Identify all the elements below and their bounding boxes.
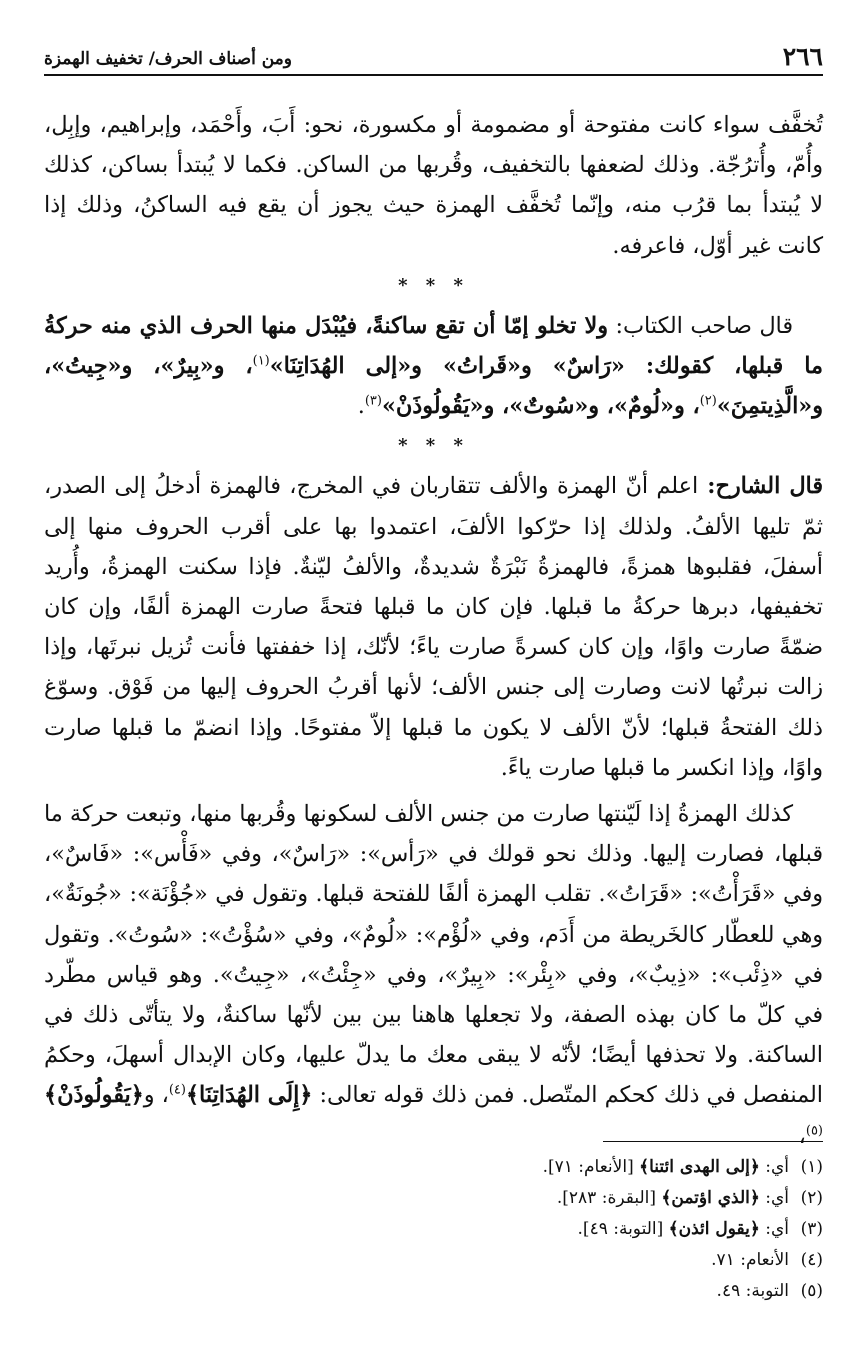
commentary-text: اعلم أنّ الهمزة والألف تتقاربان في المخرج، فالهمزة أدخلُ إلى الصدر، ثمّ تليها الألفُ. ولذلك إذا حرّكوا الألفَ، اعتمدوا بها على أقرب الحروف منها إلى أسفلَ، فقلبوها همزةً، فالهمزةُ نَبْرَةٌ شديدةٌ، والألفُ ليّنةٌ. فإذا سكنت الهمزةُ، وأُريد تخفيفها، دبرها حركةُ ما قبلها. فإن كان ما قبلها فتحةً صارت الهمزة ألفًا، وإن كان ضمّةً صارت واوًا، وإن كان كسرةً صارت ياءً؛ لأنّك، إذا خففتها فأنت تُزيل نبرتَها، وإذا زالت نبرتُها لانت وصارت إلى جنس الألف؛ لأنها أقربُ الحروف إليها من فَوْق. وسوّغ ذلك الفتحةُ قبلها؛ لأنّ الألف لا يكون ما قبلها إلاّ مفتوحًا. وإذا انضمّ ما قبلها صارت واوًا، وإذا انكسر ما قبلها صارت ياءً. [44, 473, 823, 781]
paragraph-1: تُخفَّف سواء كانت مفتوحة أو مضمومة أو مكسورة، نحو: أَبَ، وأَحْمَد، وإبراهيم، وإبِل، وأُمّ، وأُترُجّة. وذلك لضعفها بالتخفيف، وقُربها من الساكن. فكما لا يُبتدأ بساكن، كذلك لا يُبتدأ بما قرُب منه، وإنّما تُخفَّف الهمزة حيث يجوز أن يقع فيه الساكنُ، وذلك إذا كانت غير أوّل، فاعرفه. [44, 112, 824, 259]
footnote-3 [44, 1214, 823, 1245]
footnote-ref-5[interactable]: (٥) [805, 1123, 823, 1139]
commentator-lead: قال الشارح: [698, 473, 823, 500]
paragraph-4-end: ، [798, 1122, 806, 1149]
footnote-ref-3[interactable]: (٣) [364, 393, 382, 409]
footnote-text: الأنعام: ٧١. [711, 1250, 789, 1270]
footnote-source: [التوبة: ٤٩]. [577, 1219, 669, 1239]
author-text-end: . [357, 393, 365, 420]
quran-quote-2: ﴿يَقُولُوذَنْ﴾ [44, 1082, 144, 1109]
footnote-number: (٥) [800, 1281, 823, 1301]
header-title: ومن أصناف الحرف/ تخفيف الهمزة [44, 49, 292, 69]
paragraph-4 [44, 794, 823, 1156]
footnote-source: [البقرة: ٢٨٣]. [556, 1188, 662, 1208]
footnote-ref-2[interactable]: (٢) [699, 393, 717, 409]
section-separator-2: * * * [398, 435, 469, 457]
footnote-ref-4[interactable]: (٤) [168, 1083, 186, 1099]
author-text-3: ، و«لُومٌ»، و«سُوتٌ»، و«يَقُولُوذَنْ» [381, 393, 700, 420]
footnote-number: (٣) [800, 1219, 823, 1239]
footnotes [44, 1141, 823, 1307]
running-head [44, 38, 823, 76]
footnote-quote: ﴿يقول ائذن﴾ [668, 1219, 760, 1239]
footnote-quote: ﴿إلى الهدى ائتنا﴾ [639, 1157, 760, 1177]
paragraph-4-text: كذلك الهمزةُ إذا لَيّنتها صارت من جنس الألف لسكونها وقُربها منها، وتبعت حركة ما قبلها، فصارت إليها. وذلك نحو قولك في «رَأس»: «رَاسٌ»، وفي «فَأْس»: «فَاسٌ»، وفي «قَرَأْتُ»: «قَرَاتُ». تقلب الهمزة ألفًا للفتحة قبلها. وتقول في «جُؤْنَة»: «جُونَةٌ»، وهي للعطّار كالخَريطة من أَدَم، وفي «لُؤْم»: «لُومٌ»، وفي «سُؤْتُ»: «سُوتُ». وتقول في «ذِئْب»: «ذِيبٌ»، وفي «بِئْر»: «بِيرٌ»، وفي «جِئْتُ»، «جِيتُ». وهو قياس مطّرد في كلّ ما كان بهذه الصفة، ولا تجعلها هاهنا بين بين لأنّها ساكنةٌ، ولا يتأتّى ذلك في الساكنة. ولا تحذفها أيضًا؛ لأنّه لا يبقى معك ما يدلّ عليها، وكان الإبدال أسهلَ، وحكمُ المنفصل في ذلك كحكم المتّصل. فمن ذلك قوله تعالى: [44, 801, 823, 1109]
footnote-text: أي: [759, 1157, 789, 1177]
footnote-4 [44, 1245, 823, 1276]
footnote-number: (٢) [800, 1188, 823, 1208]
section-separator: * * * [398, 274, 469, 296]
main-text [44, 105, 823, 1156]
author-text: ولا تخلو إمّا أن تقع ساكنةً، فيُبْدَل منها الحرف الذي منه حركةُ ما قبلها، كقولك: «رَاسٌ» و«قَراتُ» و«إلى الهُدَاتِنَا» [44, 312, 823, 380]
paragraph-commentary [44, 466, 823, 788]
footnote-rule [603, 1141, 823, 1142]
footnote-source: [الأنعام: ٧١]. [542, 1157, 640, 1177]
footnote-text: أي: [759, 1188, 789, 1208]
footnote-1 [44, 1152, 823, 1183]
page-number: ٢٦٦ [782, 42, 823, 71]
footnote-text: أي: [759, 1219, 789, 1239]
footnote-5 [44, 1276, 823, 1307]
footnote-quote: ﴿الذي اؤتمن﴾ [661, 1188, 760, 1208]
footnote-text: التوبة: ٤٩. [716, 1281, 789, 1301]
footnote-ref-1[interactable]: (١) [252, 353, 270, 369]
footnote-number: (٤) [800, 1250, 823, 1270]
paragraph-4-mid: ، و [143, 1082, 169, 1109]
quran-quote-1: ﴿إِلَى الهُدَاتِنَا﴾ [185, 1082, 313, 1109]
paragraph-author [44, 306, 823, 427]
author-intro: قال صاحب الكتاب: [608, 312, 793, 339]
footnote-2 [44, 1183, 823, 1214]
footnote-number: (١) [800, 1157, 823, 1177]
author-text-2: ، و«بِيرٌ»، و«جِيتُ»، و«الَّذِيتمِنَ» [44, 353, 823, 420]
